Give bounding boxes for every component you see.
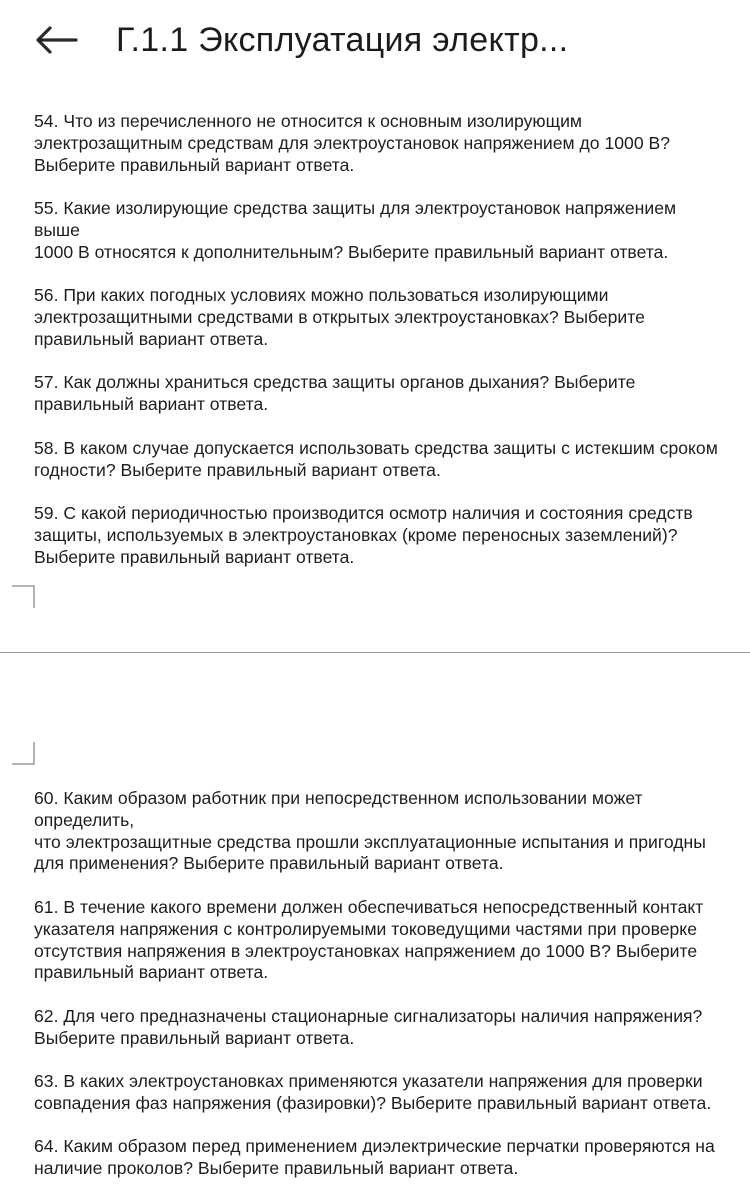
page-title: Г.1.1 Эксплуатация электр... [116,21,569,59]
question-line: указателя напряжения с контролируемыми токоведущими частями при проверке [34,918,697,939]
question-line: правильный вариант ответа. [34,328,269,349]
question-56 [34,285,750,350]
question-line: 58. В каком случае допускается использовать средства защиты с истекшим сроком [34,438,718,458]
question-line: 54. Что из перечисленного не относится к основным изолирующим [34,111,583,131]
question-57 [34,372,750,416]
question-line: отсутствия напряжения в электроустановках напряжением до 1000 В? Выберите [34,940,698,961]
question-60 [34,788,750,875]
question-line: годности? Выберите правильный вариант ответа. [34,459,441,480]
question-line: защиты, используемых в электроустановках (кроме переносных заземлений)? [34,524,678,545]
question-line: 61. В течение какого времени должен обеспечиваться непосредственный контакт [34,897,704,917]
question-line: правильный вариант ответа. [34,962,269,983]
question-line: электрозащитными средствами в открытых электроустановках? Выберите [34,306,645,327]
page-separator [0,652,750,653]
question-58 [34,438,750,482]
page-corner-mark [8,738,38,768]
question-64 [34,1136,750,1180]
back-button[interactable] [28,16,84,64]
question-line: 59. С какой периодичностью производится осмотр наличия и состояния средств [34,503,693,523]
question-line: 55. Какие изолирующие средства защиты для электроустановок напряжением [34,198,677,218]
question-line: выше [34,219,80,240]
question-line: что электрозащитные средства прошли эксплуатационные испытания и пригодны [34,831,706,852]
question-line: Выберите правильный вариант ответа. [34,154,355,175]
document-viewer[interactable] [0,82,750,1200]
question-54 [34,111,750,176]
question-line: 1000 В относятся к дополнительным? Выберите правильный вариант ответа. [34,241,669,262]
question-59 [34,503,750,568]
question-61 [34,897,750,984]
question-line: 64. Каким образом перед применением диэлектрические перчатки проверяются на [34,1136,715,1156]
question-line: Выберите правильный вариант ответа. [34,546,355,567]
question-63 [34,1071,750,1115]
question-line: Выберите правильный вариант ответа. [34,1027,355,1048]
app-header [0,0,750,82]
arrow-left-icon [34,25,78,55]
question-line: для применения? Выберите правильный вариант ответа. [34,853,504,874]
question-line: 57. Как должны храниться средства защиты органов дыхания? Выберите [34,372,636,392]
question-62 [34,1006,750,1050]
question-line: 60. Каким образом работник при непосредственном использовании может [34,788,643,808]
question-line: 63. В каких электроустановках применяются указатели напряжения для проверки [34,1071,703,1091]
question-line: правильный вариант ответа. [34,393,269,414]
question-line: 56. При каких погодных условиях можно пользоваться изолирующими [34,285,609,305]
question-55 [34,198,750,263]
question-line: наличие проколов? Выберите правильный вариант ответа. [34,1157,519,1178]
page-corner-mark [8,582,38,612]
question-line: электрозащитным средствам для электроустановок напряжением до 1000 В? [34,132,671,153]
question-line: 62. Для чего предназначены стационарные сигнализаторы наличия напряжения? [34,1006,703,1026]
question-line: совпадения фаз напряжения (фазировки)? Выберите правильный вариант ответа. [34,1092,712,1113]
question-line: определить, [34,809,135,830]
